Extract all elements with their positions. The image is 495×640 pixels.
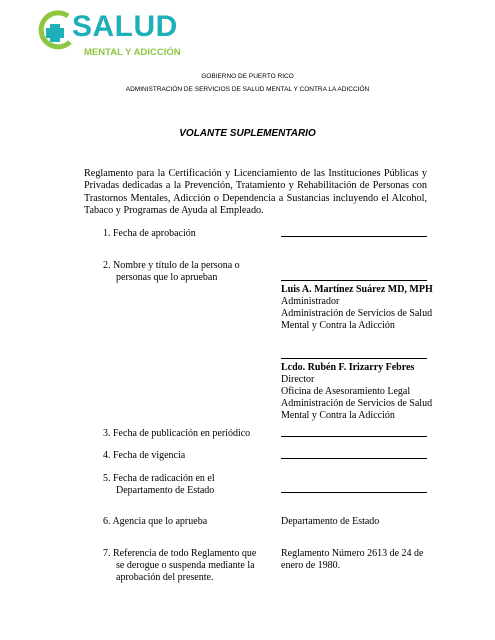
signer1-title: Administrador: [281, 296, 340, 307]
logo-subtitle: MENTAL Y ADICCIÓN: [84, 47, 181, 58]
item-publication-date: 3. Fecha de publicación en periódico: [103, 428, 251, 439]
approval-date-blank: [281, 236, 427, 237]
signer2-name: Lcdo. Rubén F. Irizarry Febres: [281, 362, 415, 373]
signer2-signature-line: [281, 358, 427, 359]
approving-agency-value: Departamento de Estado: [281, 516, 380, 527]
item-filing-date-line2: Departamento de Estado: [116, 485, 215, 496]
document-title: VOLANTE SUPLEMENTARIO: [179, 128, 316, 139]
signer1-signature-line: [281, 280, 427, 281]
signer2-org-line3: Mental y Contra la Adicción: [281, 410, 395, 421]
signer2-title: Director: [281, 374, 315, 385]
item-reference-line2: se derogue o suspenda mediante la: [116, 560, 255, 571]
item-approvers-line2: personas que lo aprueban: [116, 272, 218, 283]
signer1-org-line2: Mental y Contra la Adicción: [281, 320, 395, 331]
signer2-org-line2: Administración de Servicios de Salud: [281, 398, 433, 409]
signer1-name: Luis A. Martínez Suárez MD, MPH: [281, 284, 433, 295]
item-approving-agency: 6. Agencia que lo aprueba: [103, 516, 208, 527]
reference-value-line2: enero de 1980.: [281, 560, 341, 571]
agency-header: ADMINISTRACIÓN DE SERVICIOS DE SALUD MENTAL Y CONTRA LA ADICCIÓN: [125, 86, 370, 93]
item-reference-line3: aprobación del presente.: [116, 572, 214, 583]
effective-date-blank: [281, 458, 427, 459]
reference-value-line1: Reglamento Número 2613 de 24 de: [281, 548, 424, 559]
item-reference-line1: 7. Referencia de todo Reglamento que: [103, 548, 257, 559]
item-filing-date-line1: 5. Fecha de radicación en el: [103, 473, 215, 484]
item-approval-date: 1. Fecha de aprobación: [103, 228, 196, 239]
government-header: GOBIERNO DE PUERTO RICO: [201, 73, 294, 80]
publication-date-blank: [281, 436, 427, 437]
intro-paragraph: Reglamento para la Certificación y Licenciamiento de las Instituciones Públicas y Privadas dedicadas a la Prevención, Tratamiento y Rehabilitación de Personas con Trastornos Mentales, Adicción o Dependencia a Sustancias incluyendo el Alcohol, Tabaco y Programas de Ayuda al Empleado.: [84, 168, 427, 216]
item-approvers-line1: 2. Nombre y título de la persona o: [103, 260, 240, 271]
filing-date-blank: [281, 492, 427, 493]
signer2-org-line1: Oficina de Asesoramiento Legal: [281, 386, 411, 397]
signer1-org-line1: Administración de Servicios de Salud: [281, 308, 433, 319]
item-effective-date: 4. Fecha de vigencia: [103, 450, 186, 461]
logo-wordmark: SALUD: [72, 10, 178, 43]
salud-logo: [38, 8, 181, 62]
